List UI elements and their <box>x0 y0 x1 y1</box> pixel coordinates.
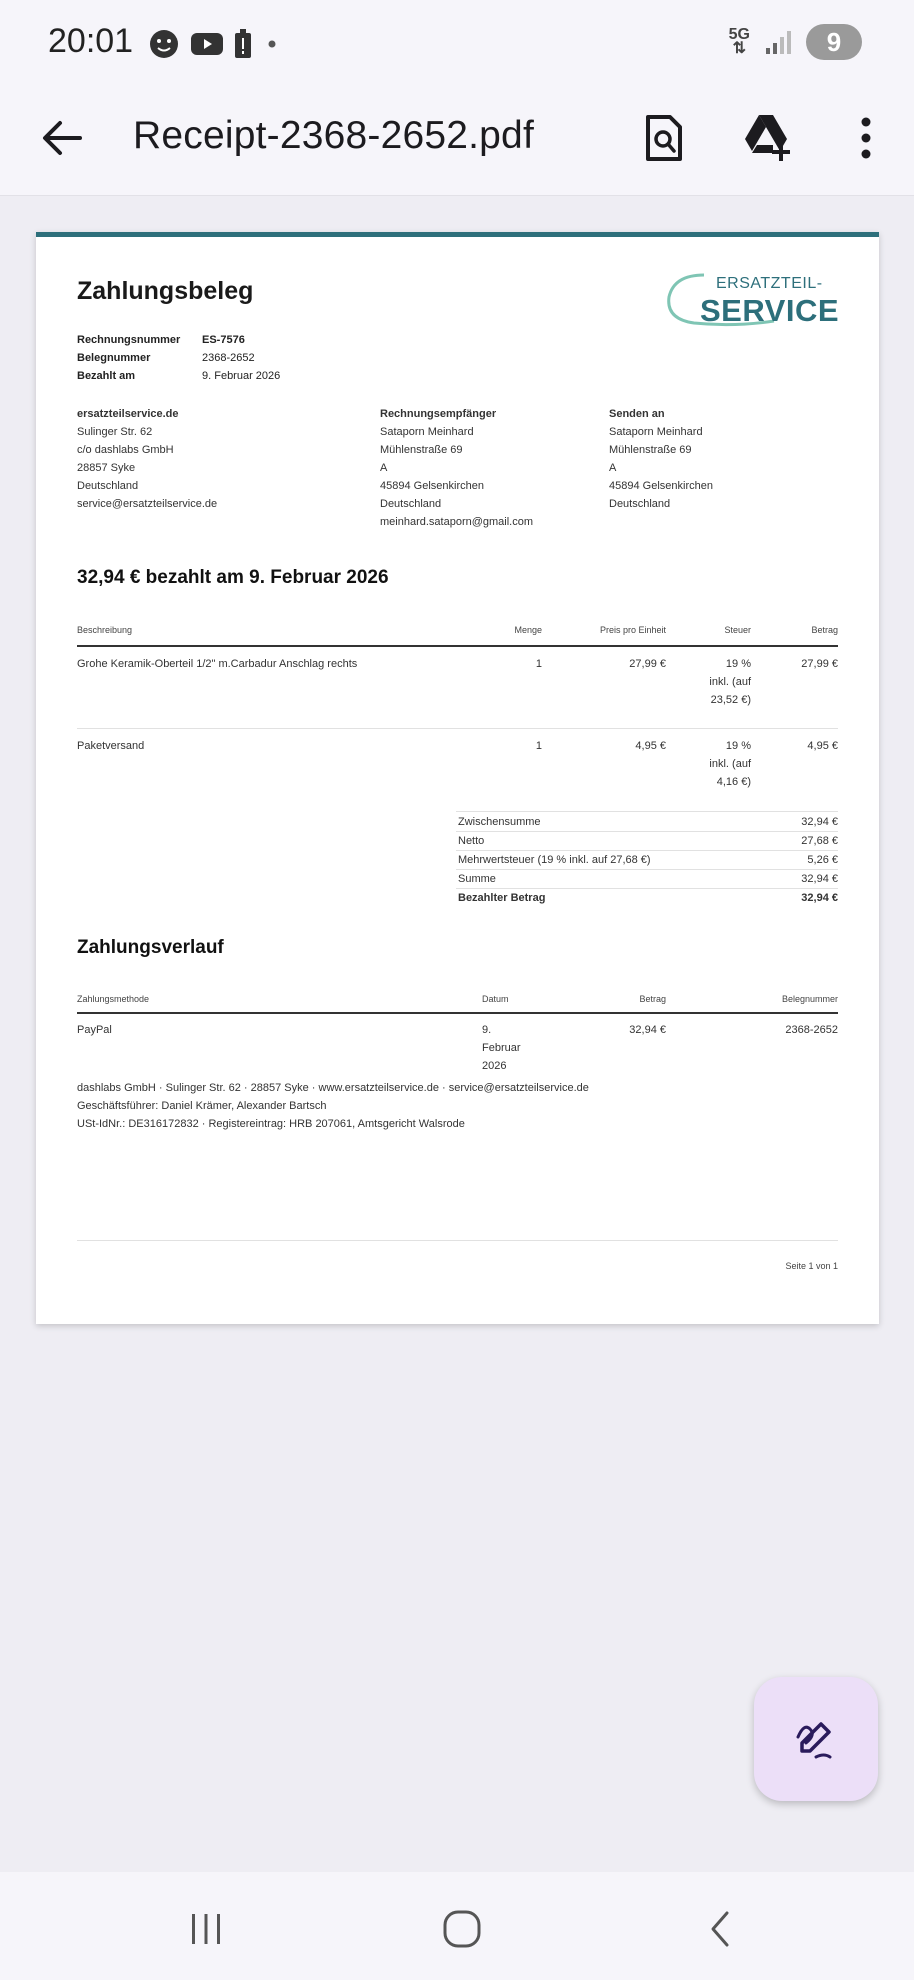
seller-address: ersatzteilservice.de Sulinger Str. 62 c/o dashlabs GmbH 28857 Syke Deutschland service@ersatzteilservice.de <box>77 408 218 510</box>
bill-to-address: Rechnungsempfänger Sataporn Meinhard Mühlenstraße 69 A 45894 Gelsenkirchen Deutschland meinhard.sataporn@gmail.com <box>380 408 534 528</box>
meta-row: Bezahlt am 9. Februar 2026 <box>77 370 281 382</box>
col-header-receipt-number: Belegnummer <box>781 994 838 1004</box>
col-header-date: Datum <box>482 994 509 1004</box>
find-in-page-icon <box>642 114 686 162</box>
col-header-description: Beschreibung <box>77 625 133 635</box>
save-to-drive-button[interactable] <box>742 110 798 166</box>
col-header-quantity: Menge <box>514 625 542 635</box>
col-header-tax: Steuer <box>724 625 751 635</box>
dot-icon <box>262 34 282 54</box>
document-title: Receipt-2368-2652.pdf <box>133 114 534 157</box>
history-header-divider <box>77 1012 838 1014</box>
page-number: Seite 1 von 1 <box>785 1261 838 1271</box>
col-header-amount: Betrag <box>811 625 838 635</box>
more-vert-icon <box>859 116 873 160</box>
company-footer: dashlabs GmbH · Sulinger Str. 62 · 28857 Syke · www.ersatzteilservice.de · service@ersatzteilservice.de Geschäftsführer: Daniel Krämer, Alexander Bartsch USt-IdNr.: DE316172832 · Registereintrag: HRB 207061, Amtsgericht Walsrode <box>77 1082 589 1130</box>
payment-history-heading: Zahlungsverlauf <box>77 937 224 958</box>
face-icon <box>148 28 180 60</box>
row-divider <box>77 728 838 729</box>
back-button[interactable] <box>36 112 88 164</box>
battery-indicator: 9 <box>806 24 862 60</box>
page-footer-divider <box>77 1240 838 1241</box>
home-button[interactable] <box>434 1904 490 1954</box>
logo-text-top: ERSATZTEIL- <box>716 275 823 292</box>
ship-to-address: Senden an Sataporn Meinhard Mühlenstraße 69 A 45894 Gelsenkirchen Deutschland <box>609 408 713 510</box>
find-in-page-button[interactable] <box>636 110 692 166</box>
col-header-unit-price: Preis pro Einheit <box>599 625 666 635</box>
home-icon <box>441 1908 483 1950</box>
status-time: 20:01 <box>48 22 134 60</box>
pdf-page[interactable]: Zahlungsbeleg ERSATZTEIL- SERVICE Rechnungsnummer ES-7576 Belegnummer 2368-2652 Bezahlt am 9. Februar 2026 ersatzteilservice.de Sulinger Str. 62 c/o dashlabs GmbH 28857 Syke Deutschland service@ersatzteilservice.de Rechnungsempfänger Sataporn Meinhard Mühlenstraße 69 A 45894 Gelsenkirchen Deutschland meinhard.sataporn@gmail.com Senden an Sataporn Meinhard Mühlenstraße 69 A 45894 Gelsenkirchen Deutschland 32,94 € bezahlt am 9. Februar 2026 Beschreibung Menge Preis pro Einheit Steuer Betrag Grohe Keramik-Oberteil 1/2" m.Carbadur Anschlag rechts 1 27,99 € 19 % inkl. (auf 23,52 €) 27,99 € Paketversand 1 4,95 € 19 % inkl. (auf 4,16 €) 4,95 € Zwischensumme 32,94 € Netto 27,68 € Mehrwertsteuer (19 % inkl. auf 27,68 €) 5,26 € Summe 32,94 € Bezahlter Betrag 32,94 € Zahlungsverlauf Zahlungsmethode Datum Betrag Belegnummer PayPal 9. Februar 2026 32,94 € 2368-2652 dashlabs GmbH · Sulinger Str. 62 · 28857 Syke · www.ersatzteilservice.de · service@ersatzteilservice.de Geschäftsführer: Daniel Krämer, Alexander Bartsch USt-IdNr.: DE316172832 · Registereintrag: HRB 207061, Amtsgericht Walsrode Seite 1 von 1 <box>36 232 879 1324</box>
pen-annotate-icon <box>792 1715 840 1763</box>
receipt-meta <box>77 331 280 385</box>
status-notification-icons <box>148 28 282 60</box>
arrow-left-icon <box>36 112 88 164</box>
recent-apps-icon <box>188 1911 224 1947</box>
paid-summary: 32,94 € bezahlt am 9. Februar 2026 <box>77 567 389 588</box>
battery-alert-icon <box>234 29 252 59</box>
signal-icon <box>764 28 792 56</box>
meta-row: Belegnummer 2368-2652 <box>77 352 255 364</box>
meta-row: Rechnungsnummer ES-7576 <box>77 334 245 346</box>
network-type: 5G ⇅ <box>728 26 750 57</box>
annotate-fab[interactable] <box>754 1677 878 1801</box>
items-header-divider <box>77 645 838 647</box>
app-bar <box>0 86 914 196</box>
status-bar <box>0 0 914 86</box>
recent-apps-button[interactable] <box>178 1904 234 1954</box>
back-nav-button[interactable] <box>692 1904 748 1954</box>
col-header-history-amount: Betrag <box>639 994 666 1004</box>
system-nav-bar <box>0 1872 914 1980</box>
drive-add-icon <box>743 113 797 163</box>
youtube-icon <box>190 31 224 57</box>
company-logo <box>664 269 849 331</box>
receipt-heading: Zahlungsbeleg <box>77 277 254 305</box>
col-header-method: Zahlungsmethode <box>77 994 150 1004</box>
more-options-button[interactable] <box>838 110 894 166</box>
logo-text-main: SERVICE <box>700 293 840 328</box>
chevron-left-icon <box>705 1909 735 1949</box>
